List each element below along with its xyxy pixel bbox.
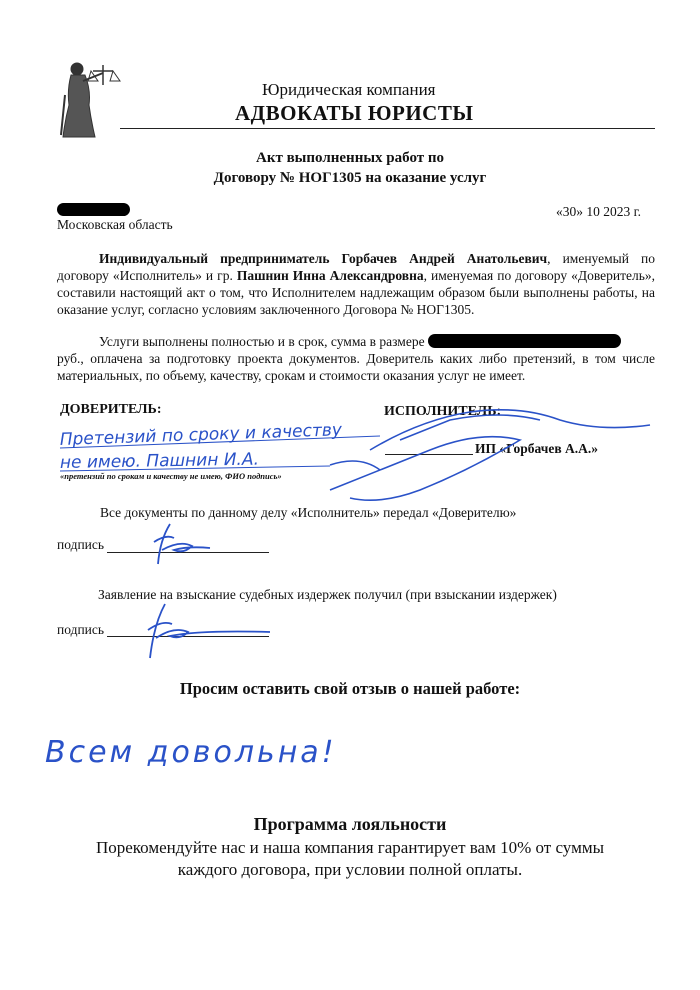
- client-name: Пашнин Инна Александровна: [236, 268, 424, 283]
- services-text-b: руб., оплачена за подготовку проекта документов. Доверитель каких либо претензий, в том числе материальных, по объему, качеству, срокам и стоимости оказания услуг не имеет.: [57, 351, 655, 383]
- loyalty-title: Программа лояльности: [253, 814, 447, 834]
- svg-text:Всем довольна!: Всем довольна!: [45, 735, 337, 770]
- principal-label: ДОВЕРИТЕЛЬ:: [60, 402, 162, 417]
- services-text-a: Услуги выполнены полностью и в срок, сумма в размере: [99, 334, 425, 349]
- client-signature-1: [140, 520, 220, 570]
- document-title-line1: Акт выполненных работ по: [255, 150, 445, 166]
- review-prompt: Просим оставить свой отзыв о нашей работе:: [179, 679, 521, 698]
- loyalty-line2: каждого договора, при условии полной оплаты.: [177, 860, 523, 879]
- document-title-line2: Договору № НОГ1305 на оказание услуг: [213, 170, 487, 186]
- documents-transfer-statement: Все документы по данному делу «Исполнитель» передал «Доверителю»: [100, 505, 517, 520]
- signature-label-2: подпись: [57, 622, 105, 637]
- company-name: АДВОКАТЫ ЮРИСТЫ: [235, 101, 474, 125]
- client-signature-2: [130, 600, 280, 662]
- principal-signature-note: «претензий по срокам и качеству не имею, ФИО подпись»: [60, 471, 282, 481]
- loyalty-line1: Порекомендуйте нас и наша компания гарантирует вам 10% от суммы: [95, 838, 605, 857]
- executor-name: Индивидуальный предприниматель Горбачев Андрей Анатольевич: [99, 251, 548, 266]
- claim-statement: Заявление на взыскание судебных издержек получил (при взыскании издержек): [98, 587, 557, 602]
- principal-handwriting-line2: не имею. Пашнин И.А.: [59, 449, 260, 473]
- parties-text-a: , именуемый по договору «Исполнитель» и гр.: [57, 251, 655, 283]
- region: Московская область: [57, 217, 173, 232]
- principal-handwriting-line1: Претензий по сроку и качеству: [59, 420, 343, 450]
- document-date: «30» 10 2023 г.: [556, 204, 642, 219]
- review-handwriting: [40, 712, 400, 782]
- executor-signature: [330, 410, 650, 500]
- company-subtitle: Юридическая компания: [262, 80, 436, 99]
- signature-label-1: подпись: [57, 537, 105, 552]
- executor-label: ИСПОЛНИТЕЛЬ:: [384, 404, 502, 419]
- executor-short-name: ИП «Горбачев А.А.»: [475, 441, 599, 456]
- parties-text-b: , именуемая по договору «Доверитель», составили настоящий акт о том, что Исполнителем надлежащим образом были выполнены работы, на оказание услуг, согласно условиям заключенного Договора № НОГ1305.: [57, 268, 655, 317]
